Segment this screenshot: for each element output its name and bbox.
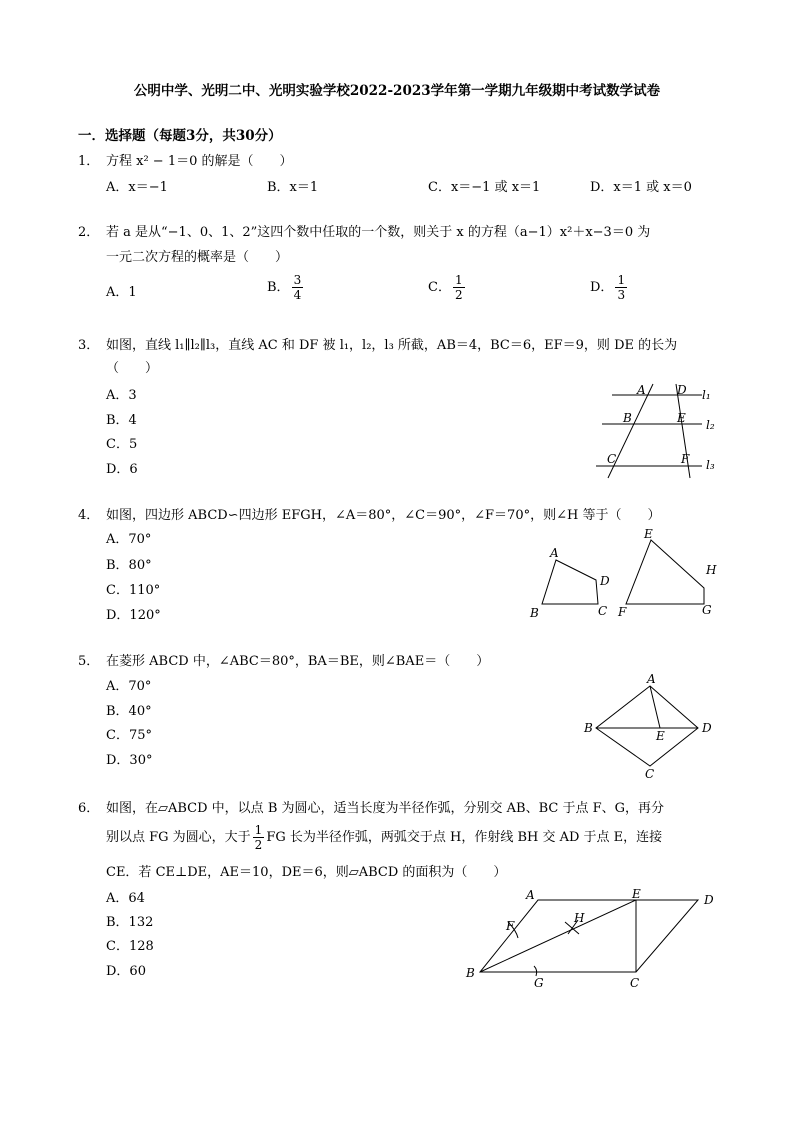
q3-number: 3．	[78, 338, 100, 353]
segment-ae	[650, 686, 660, 728]
label-e: E	[644, 527, 653, 541]
q3-stem-line2: （ ）	[106, 361, 159, 376]
label-h: H	[706, 563, 717, 577]
label-d: D	[677, 383, 687, 397]
q6-text-2a: 别以点 FG 为圆心，大于	[106, 830, 251, 845]
label-c: C	[607, 452, 617, 466]
q2-option-d	[590, 273, 629, 302]
q3-figure	[590, 378, 730, 480]
half-fraction	[253, 823, 265, 852]
q6-stem-line1	[78, 797, 664, 816]
label-d: D	[702, 721, 712, 735]
label-a: A	[550, 546, 559, 560]
label-a: A	[637, 383, 646, 397]
q2-number: 2．	[78, 225, 100, 240]
arc-g	[534, 966, 537, 976]
q6-option-c: C．128	[106, 939, 154, 954]
rhombus-abcd	[596, 686, 698, 766]
q6-text-2b: FG 长为半径作弧，两弧交于点 H，作射线 BH 交 AD 于点 E，连接	[266, 830, 663, 845]
label-f: F	[681, 452, 690, 466]
q4-option-b: B．80°	[106, 558, 152, 573]
quad-efgh	[626, 540, 704, 604]
label-b: B	[584, 721, 593, 735]
page-title: 公明中学、光明二中、光明实验学校2022-2023学年第一学期九年级期中考试数学试卷	[133, 83, 661, 99]
q6-text-1: 如图，在▱ABCD 中，以点 B 为圆心，适当长度为半径作弧，分别交 AB、BC 于点 F、G，再分	[106, 801, 664, 816]
q4-text: 如图，四边形 ABCD∽四边形 EFGH，∠A＝80°，∠C＝90°，∠F＝70°，则∠H 等于（ ）	[106, 508, 661, 523]
q2-option-d-fraction	[615, 273, 627, 302]
label-b: B	[530, 606, 539, 620]
q2-option-a: A．1	[106, 285, 137, 300]
label-a: A	[647, 672, 656, 686]
q3-option-b: B．4	[106, 413, 137, 428]
q2-stem-line2: 一元二次方程的概率是（ ）	[106, 250, 289, 265]
q5-text: 在菱形 ABCD 中，∠ABC＝80°，BA＝BE，则∠BAE＝（ ）	[106, 654, 490, 669]
q6-number: 6．	[78, 801, 100, 816]
label-l3: l₃	[706, 458, 715, 472]
q5-figure	[580, 670, 720, 782]
q5-option-d: D．30°	[106, 753, 153, 768]
label-f: F	[506, 919, 515, 933]
q5-stem	[78, 650, 489, 669]
label-c: C	[645, 767, 655, 781]
label-e: E	[632, 887, 641, 901]
q1-option-c: C．x＝−1 或 x＝1	[428, 180, 541, 195]
parallelogram-abcd	[480, 900, 698, 972]
q2-text-1: 若 a 是从“−1、0、1、2”这四个数中任取的一个数，则关于 x 的方程（a−1）x²＋x−3＝0 为	[106, 225, 651, 240]
fraction-numerator: 1	[617, 273, 626, 287]
q3-stem-line1	[78, 334, 677, 353]
q6-stem-line3: CE．若 CE⊥DE，AE＝10，DE＝6，则▱ABCD 的面积为（ ）	[106, 865, 507, 880]
fraction-denominator: 2	[454, 288, 463, 302]
q4-stem	[78, 504, 660, 523]
q1-stem	[78, 150, 293, 169]
ray-bh	[480, 900, 636, 972]
label-f: F	[618, 605, 627, 619]
q6-stem-line2	[106, 823, 662, 852]
label-g: G	[534, 976, 544, 990]
q6-option-d: D．60	[106, 964, 146, 979]
q1-text: 方程 x² − 1＝0 的解是（ ）	[106, 154, 293, 169]
label-g: G	[702, 603, 712, 617]
q4-option-c: C．110°	[106, 583, 161, 598]
fraction-numerator: 1	[254, 823, 263, 837]
q2-option-b	[267, 273, 305, 302]
fraction-denominator: 2	[254, 838, 263, 852]
q2-option-c-label: C．	[428, 280, 451, 295]
label-b: B	[623, 411, 632, 425]
q1-option-b: B．x＝1	[267, 180, 319, 195]
q5-option-b: B．40°	[106, 704, 152, 719]
label-b: B	[466, 966, 475, 980]
q3-text-1: 如图，直线 l₁∥l₂∥l₃，直线 AC 和 DF 被 l₁，l₂，l₃ 所截，AB＝4，BC＝6，EF＝9，则 DE 的长为	[106, 338, 678, 353]
label-e: E	[656, 729, 665, 743]
label-d: D	[600, 574, 610, 588]
q3-option-c: C．5	[106, 437, 138, 452]
section-heading: 一．选择题（每题3分，共30分）	[78, 128, 282, 144]
fraction-denominator: 4	[293, 288, 302, 302]
q1-number: 1．	[78, 154, 100, 169]
fraction-denominator: 3	[617, 288, 626, 302]
q5-option-a: A．70°	[106, 679, 152, 694]
label-l1: l₁	[702, 388, 711, 402]
label-a: A	[526, 888, 535, 902]
q3-option-a: A．3	[106, 388, 137, 403]
label-e: E	[677, 411, 686, 425]
q6-figure	[460, 884, 730, 994]
q4-number: 4．	[78, 508, 100, 523]
quad-abcd	[542, 560, 598, 604]
q4-option-d: D．120°	[106, 608, 161, 623]
label-h: H	[574, 911, 585, 925]
q1-option-d: D．x＝1 或 x＝0	[590, 180, 692, 195]
q2-option-d-label: D．	[590, 280, 614, 295]
q4-option-a: A．70°	[106, 532, 152, 547]
q1-option-a: A．x＝−1	[106, 180, 168, 195]
label-c: C	[598, 604, 608, 618]
q2-option-b-fraction	[292, 273, 304, 302]
q6-option-b: B．132	[106, 915, 154, 930]
q2-option-c-fraction	[453, 273, 465, 302]
q6-option-a: A．64	[106, 891, 145, 906]
fraction-numerator: 1	[454, 273, 463, 287]
q5-number: 5．	[78, 654, 100, 669]
q2-option-c	[428, 273, 467, 302]
fraction-numerator: 3	[293, 273, 302, 287]
q5-option-c: C．75°	[106, 728, 152, 743]
q2-option-b-label: B．	[267, 280, 290, 295]
q3-option-d: D．6	[106, 462, 138, 477]
label-c: C	[630, 976, 640, 990]
q4-figure	[526, 526, 726, 626]
label-l2: l₂	[706, 418, 715, 432]
label-d: D	[704, 893, 714, 907]
q2-stem-line1	[78, 221, 650, 240]
